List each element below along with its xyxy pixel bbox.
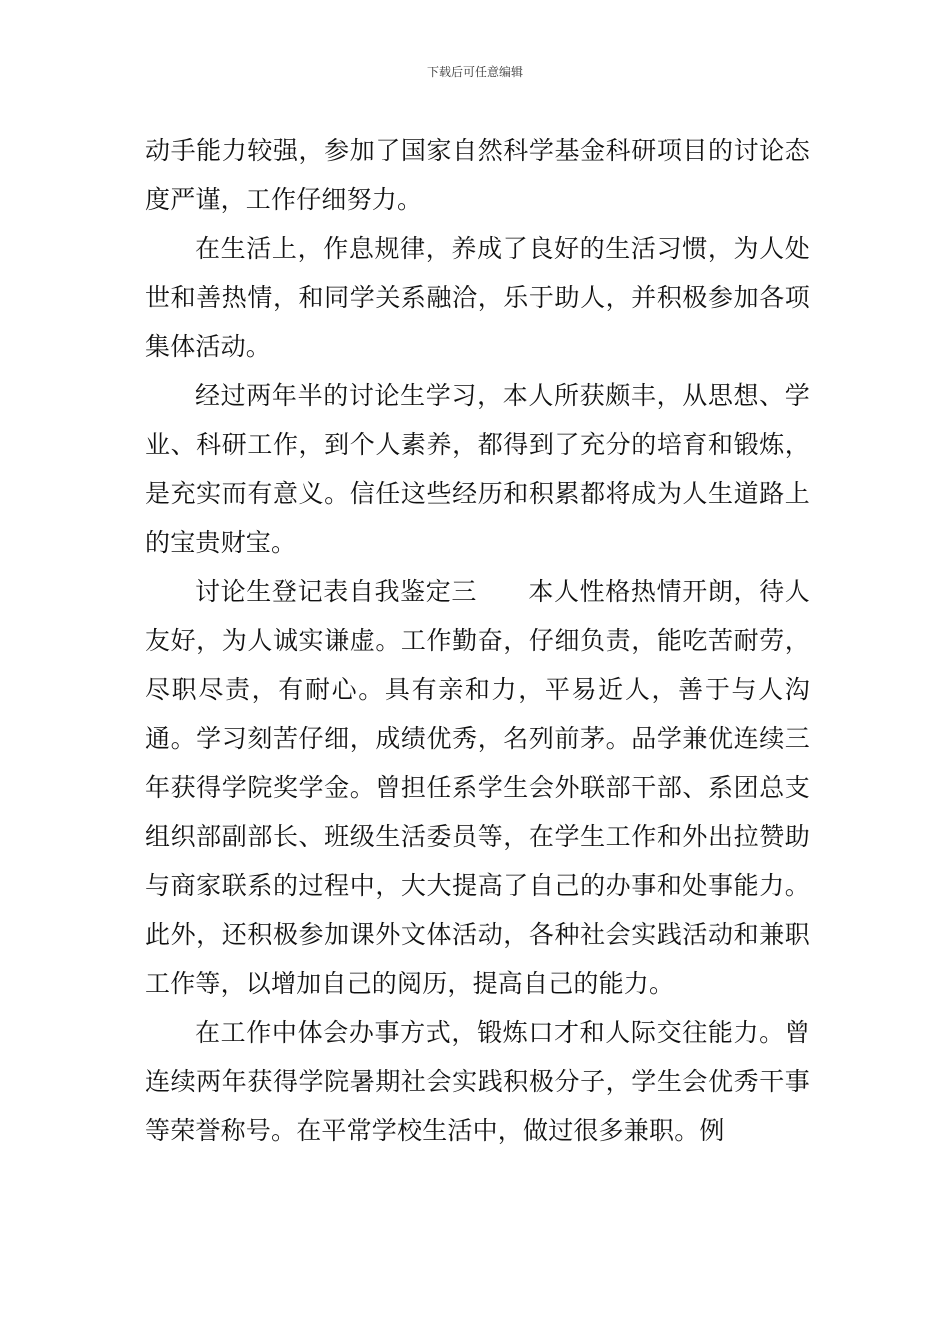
paragraph-work-experience: 在工作中体会办事方式，锻炼口才和人际交往能力。曾连续两年获得学院暑期社会实践积极分子，学生会优秀干事等荣誉称号。在平常学校生活中，做过很多兼职。例 (145, 1018, 810, 1145)
document-body (145, 126, 810, 1155)
paragraph-continuation: 动手能力较强，参加了国家自然科学基金科研项目的讨论态度严谨，工作仔细努力。 (145, 136, 810, 214)
paragraph-life: 在生活上，作息规律，养成了良好的生活习惯，为人处世和善热情，和同学关系融洽，乐于助人，并积极参加各项集体活动。 (145, 234, 810, 361)
paragraph-self-assessment-three: 讨论生登记表自我鉴定三 本人性格热情开朗，待人友好，为人诚实谦虚。工作勤奋，仔细负责，能吃苦耐劳，尽职尽责，有耐心。具有亲和力，平易近人，善于与人沟通。学习刻苦仔细，成绩优秀，名列前茅。品学兼优连续三年获得学院奖学金。曾担任系学生会外联部干部、系团总支组织部副部长、班级生活委员等，在学生工作和外出拉赞助与商家联系的过程中，大大提高了自己的办事和处事能力。此外，还积极参加课外文体活动，各种社会实践活动和兼职工作等，以增加自己的阅历，提高自己的能力。 (145, 577, 810, 998)
header-note: 下载后可任意编辑 (426, 65, 523, 79)
paragraph-study-summary: 经过两年半的讨论生学习，本人所获颇丰，从思想、学业、科研工作，到个人素养，都得到了充分的培育和锻炼，是充实而有意义。信任这些经历和积累都将成为人生道路上的宝贵财宝。 (145, 381, 810, 557)
